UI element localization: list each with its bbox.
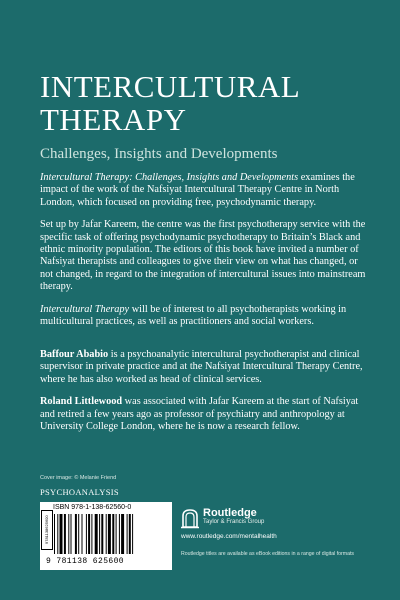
- author-name: Baffour Ababio: [40, 349, 109, 360]
- description-text: examines the impact of the work of the Nafsiyat Intercultural Therapy Centre in North London, which focused on providing free, psychodynamic therapy.: [40, 172, 355, 208]
- subject-category: PSYCHOANALYSIS: [40, 487, 119, 497]
- publisher-name: Routledge: [203, 507, 257, 519]
- author-bios: [40, 349, 366, 443]
- title-line-2: THERAPY: [40, 102, 187, 137]
- barcode-side-label: 9781138625600: [41, 510, 53, 550]
- description-paragraph-3: [40, 304, 366, 329]
- author-bio-2: [40, 396, 366, 433]
- publisher-group: Taylor & Francis Group: [203, 519, 265, 525]
- book-description: [40, 172, 366, 338]
- publisher-url[interactable]: www.routledge.com/mentalhealth: [181, 533, 277, 540]
- author-name: Roland Littlewood: [40, 396, 123, 408]
- ebook-note: Routledge titles are available as eBook editions in a range of digital formats: [181, 551, 355, 557]
- cover-image-credit: Cover image: © Melanie Friend: [40, 475, 117, 481]
- author-bio-1: [40, 349, 366, 386]
- book-title-italic: Intercultural Therapy: Challenges, Insights and Developments: [40, 172, 299, 183]
- description-text: will be of interest to all psychotherapists working in multicultural practices, as well as practitioners and social workers.: [40, 303, 347, 328]
- book-subtitle: Challenges, Insights and Developments: [40, 146, 278, 162]
- isbn-number: ISBN 978-1-138-62560-0: [53, 504, 132, 511]
- description-paragraph-2: Set up by Jafar Kareem, the centre was the first psychotherapy service with the specific task of offering psychodynamic psychotherapy to Britain’s Black and ethnic minority population. The editors of this book have invited a number of Nafsiyat therapists and colleagues to give their view on what has changed, or not changed, in regard to the integration of intercultural issues into mainstream therapy.: [40, 219, 366, 293]
- book-title-italic: Intercultural Therapy: [40, 303, 130, 315]
- routledge-logo-icon: [180, 507, 200, 529]
- description-paragraph-1: [40, 172, 366, 209]
- title-line-1: INTERCULTURAL: [40, 69, 301, 104]
- book-title: [40, 70, 370, 136]
- author-bio-text: is a psychoanalytic intercultural psychotherapist and clinical supervisor in private practice and at the Nafsiyat Intercultural Therapy Centre, where he has also worked as head of clinical services.: [40, 349, 363, 385]
- barcode-bars: [54, 514, 164, 554]
- barcode: [40, 502, 172, 570]
- barcode-digits: 9 781138 625600: [46, 557, 125, 566]
- author-bio-text: was associated with Jafar Kareem at the start of Nafsiyat and retired a few years ago as professor of psychiatry and anthropology at University College London, where he is now a research fellow.: [40, 396, 359, 433]
